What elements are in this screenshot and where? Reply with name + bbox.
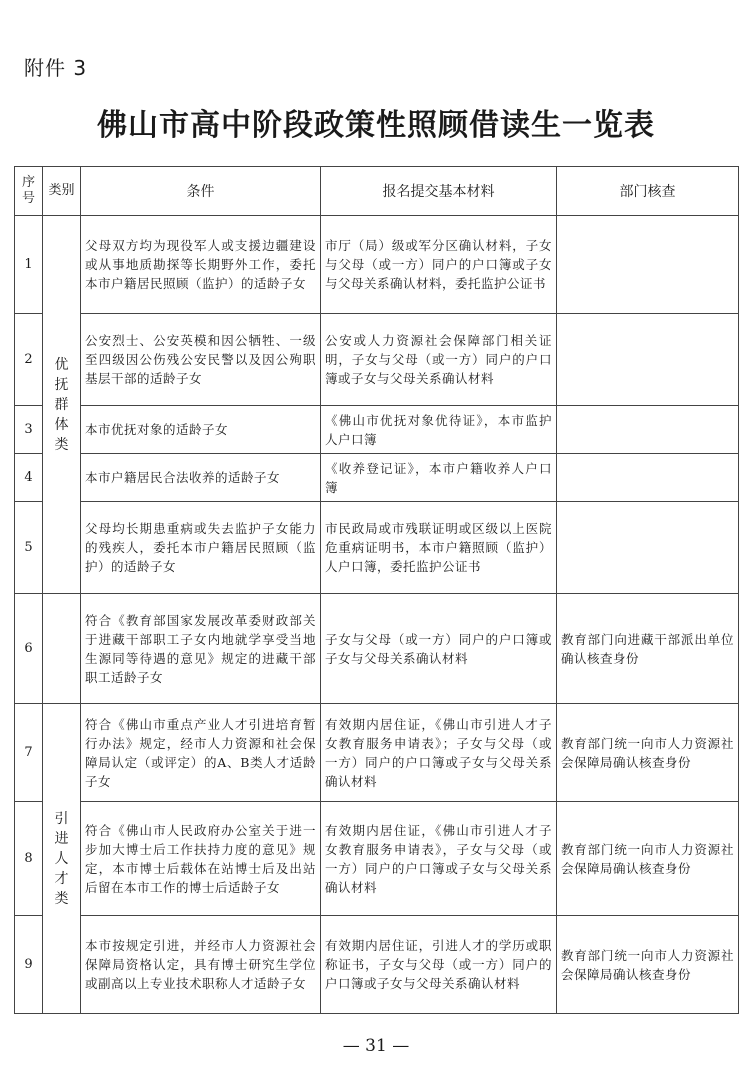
table-row	[15, 454, 739, 502]
materials-cell: 有效期内居住证，引进人才的学历或职称证书，子女与父母（或一方）同户的户口簿或子女与父母关系确认材料	[321, 916, 557, 1014]
materials-cell: 公安或人力资源社会保障部门相关证明，子女与父母（或一方）同户的户口簿或子女与父母关系确认材料	[321, 314, 557, 406]
policy-table	[14, 166, 739, 1014]
review-cell	[557, 314, 739, 406]
category-label: 优抚群体类	[54, 356, 69, 453]
header-review: 部门核查	[557, 167, 739, 216]
header-index: 序号	[15, 167, 43, 216]
attachment-label: 附件 3	[24, 56, 88, 80]
condition-cell: 符合《佛山市重点产业人才引进培育暂行办法》规定，经市人力资源和社会保障局认定（或评定）的A、B类人才适龄子女	[81, 704, 321, 802]
condition-cell: 本市户籍居民合法收养的适龄子女	[81, 454, 321, 502]
review-cell	[557, 216, 739, 314]
header-category: 类别	[43, 167, 81, 216]
table-row	[15, 704, 739, 802]
header-materials: 报名提交基本材料	[321, 167, 557, 216]
row-number: 9	[15, 916, 43, 1014]
table-row	[15, 594, 739, 704]
row-number: 2	[15, 314, 43, 406]
condition-cell: 符合《佛山市人民政府办公室关于进一步加大博士后工作扶持力度的意见》规定，本市博士后载体在站博士后及出站后留在本市工作的博士后适龄子女	[81, 802, 321, 916]
review-cell: 教育部门向进藏干部派出单位确认核查身份	[557, 594, 739, 704]
table-row	[15, 406, 739, 454]
category-cell-b	[43, 704, 81, 1014]
materials-cell: 有效期内居住证，《佛山市引进人才子女教育服务申请表》；子女与父母（或一方）同户的户口簿或子女与父母关系确认材料	[321, 704, 557, 802]
review-cell: 教育部门统一向市人力资源社会保障局确认核查身份	[557, 916, 739, 1014]
category-cell-empty	[43, 594, 81, 704]
table-row	[15, 916, 739, 1014]
materials-cell: 市厅（局）级或军分区确认材料，子女与父母（或一方）同户的户口簿或子女与父母关系确认材料，委托监护公证书	[321, 216, 557, 314]
table-header-row	[15, 167, 739, 216]
condition-cell: 父母均长期患重病或失去监护子女能力的残疾人，委托本市户籍居民照顾（监护）的适龄子女	[81, 502, 321, 594]
table-row	[15, 802, 739, 916]
review-cell	[557, 502, 739, 594]
condition-cell: 本市按规定引进，并经市人力资源社会保障局资格认定，具有博士研究生学位或副高以上专业技术职称人才适龄子女	[81, 916, 321, 1014]
table-row	[15, 314, 739, 406]
row-number: 8	[15, 802, 43, 916]
review-cell	[557, 454, 739, 502]
row-number: 5	[15, 502, 43, 594]
review-cell: 教育部门统一向市人力资源社会保障局确认核查身份	[557, 704, 739, 802]
row-number: 1	[15, 216, 43, 314]
category-cell-a	[43, 216, 81, 594]
row-number: 3	[15, 406, 43, 454]
materials-cell: 有效期内居住证，《佛山市引进人才子女教育服务申请表》，子女与父母（或一方）同户的户口簿或子女与父母关系确认材料	[321, 802, 557, 916]
condition-cell: 公安烈士、公安英模和因公牺牲、一级至四级因公伤残公安民警以及因公殉职基层干部的适龄子女	[81, 314, 321, 406]
condition-cell: 本市优抚对象的适龄子女	[81, 406, 321, 454]
condition-cell: 父母双方均为现役军人或支援边疆建设或从事地质勘探等长期野外工作，委托本市户籍居民照顾（监护）的适龄子女	[81, 216, 321, 314]
document-title: 佛山市高中阶段政策性照顾借读生一览表	[97, 108, 655, 143]
category-label: 引进人才类	[54, 810, 69, 907]
review-cell	[557, 406, 739, 454]
row-number: 6	[15, 594, 43, 704]
review-cell: 教育部门统一向市人力资源社会保障局确认核查身份	[557, 802, 739, 916]
row-number: 4	[15, 454, 43, 502]
table-row	[15, 216, 739, 314]
materials-cell: 子女与父母（或一方）同户的户口簿或子女与父母关系确认材料	[321, 594, 557, 704]
header-condition: 条件	[81, 167, 321, 216]
materials-cell: 《佛山市优抚对象优待证》，本市监护人户口簿	[321, 406, 557, 454]
row-number: 7	[15, 704, 43, 802]
materials-cell: 市民政局或市残联证明或区级以上医院危重病证明书，本市户籍照顾（监护）人户口簿，委托监护公证书	[321, 502, 557, 594]
table-row	[15, 502, 739, 594]
materials-cell: 《收养登记证》，本市户籍收养人户口簿	[321, 454, 557, 502]
condition-cell: 符合《教育部国家发展改革委财政部关于进藏干部职工子女内地就学享受当地生源同等待遇的意见》规定的进藏干部职工适龄子女	[81, 594, 321, 704]
page-number: — 31 —	[342, 1036, 410, 1056]
